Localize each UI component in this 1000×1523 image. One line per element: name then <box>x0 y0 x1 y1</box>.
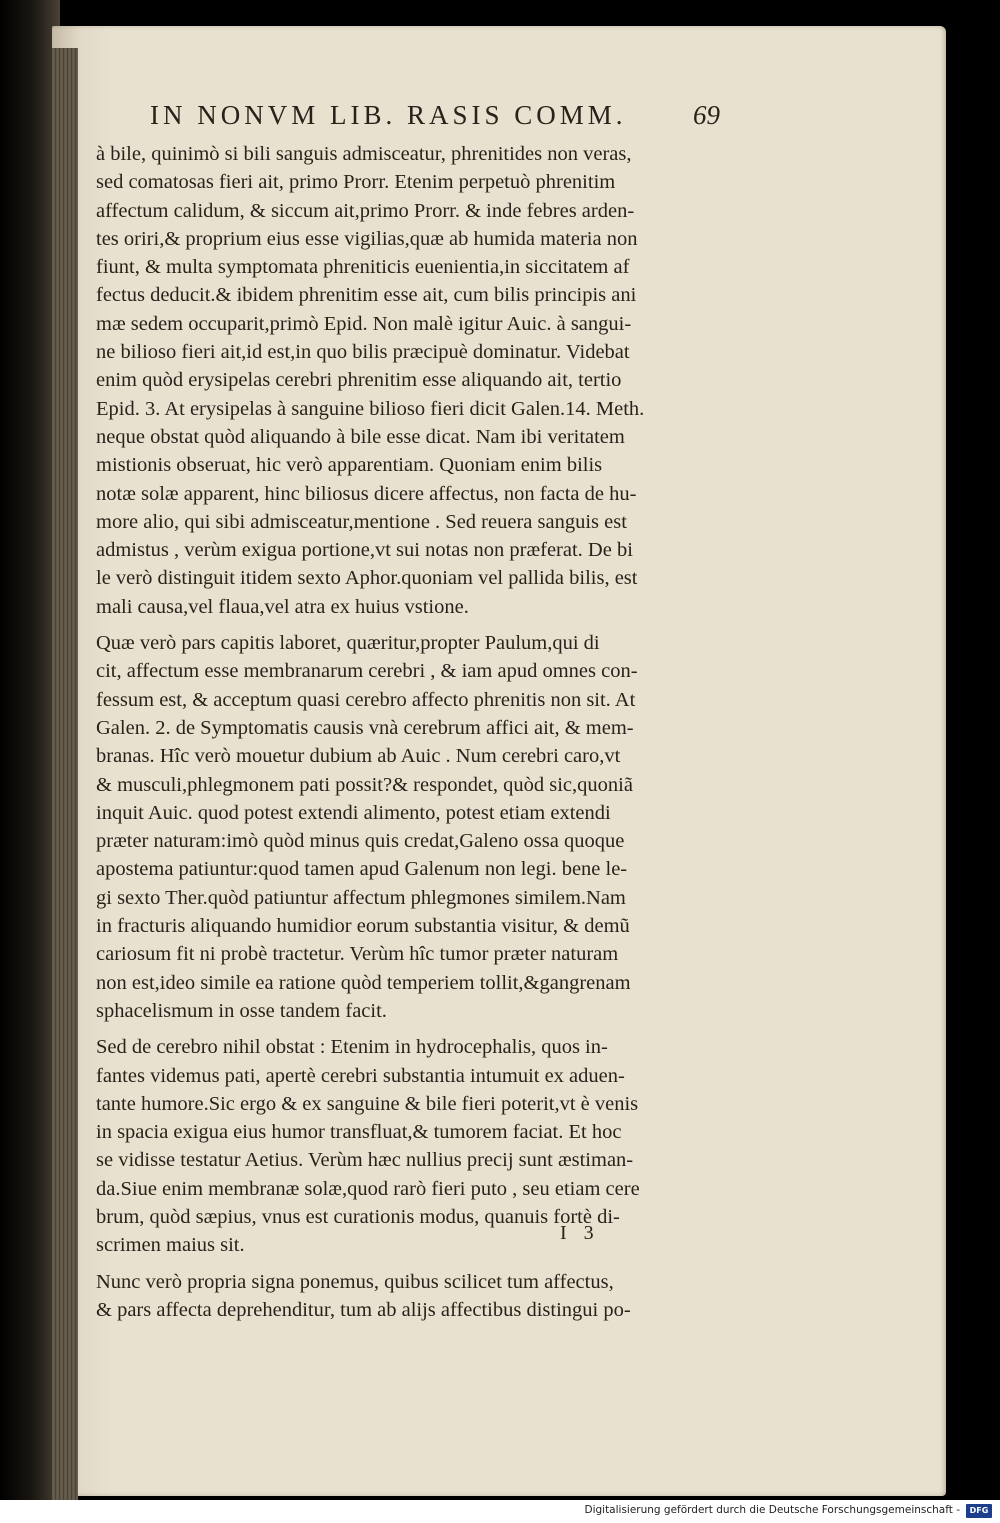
body-text <box>96 140 716 1324</box>
text-line: inquit Auic. quod potest extendi alimento, potest etiam extendi <box>96 801 611 824</box>
page-number: 69 <box>693 100 720 130</box>
text-line: le verò distinguit itidem sexto Aphor.quoniam vel pallida bilis, est <box>96 567 638 590</box>
text-line: neque obstat quòd aliquando à bile esse dicat. Nam ibi veritatem <box>96 425 625 448</box>
text-line: se vidisse testatur Aetius. Verùm hæc nullius precij sunt æstiman- <box>96 1149 634 1172</box>
text-line: sed comatosas fieri ait, primo Prorr. Etenim perpetuò phrenitim <box>96 171 616 194</box>
text-line: more alio, qui sibi admisceatur,mentione . Sed reuera sanguis est <box>96 510 627 533</box>
text-line: fessum est, & acceptum quasi cerebro affecto phrenitis non sit. At <box>96 688 636 711</box>
text-line: enim quòd erysipelas cerebri phrenitim esse aliquando ait, tertio <box>96 369 622 392</box>
text-line: sphacelismum in osse tandem facit. <box>96 999 387 1022</box>
text-line: da.Siue enim membranæ solæ,quod rarò fieri puto , seu etiam cere <box>96 1177 640 1200</box>
digitization-footer <box>0 1500 1000 1523</box>
text-line: Sed de cerebro nihil obstat : Etenim in hydrocephalis, quos in- <box>96 1036 608 1059</box>
text-line: in spacia exigua eius humor transfluat,& tumorem faciat. Et hoc <box>96 1121 622 1144</box>
text-line: scrimen maius sit. <box>96 1234 245 1257</box>
text-line: tes oriri,& proprium eius esse vigilias,quæ ab humida materia non <box>96 227 638 250</box>
book-spine <box>0 0 60 1500</box>
text-line: apostema patiuntur:quod tamen apud Galenum non legi. bene le- <box>96 858 628 881</box>
text-line: Epid. 3. At erysipelas à sanguine bilioso fieri dicit Galen.14. Meth. <box>96 397 645 420</box>
text-line: ne bilioso fieri ait,id est,in quo bilis præcipuè dominatur. Videbat <box>96 341 630 364</box>
text-line: admistus , verùm exigua portione,vt sui notas non præferat. De bi <box>96 539 633 562</box>
dfg-logo[interactable]: DFG <box>966 1504 992 1518</box>
signature-mark: I 3 <box>560 1222 600 1244</box>
text-line: mali causa,vel flaua,vel atra ex huius vstione. <box>96 595 469 618</box>
text-line: & musculi,phlegmonem pati possit?& respondet, quòd sic,quoniã <box>96 773 633 796</box>
text-line: Galen. 2. de Symptomatis causis vnà cerebrum affici ait, & mem- <box>96 716 634 739</box>
paragraph-1 <box>96 140 716 621</box>
text-line: Quæ verò pars capitis laboret, quæritur,propter Paulum,qui di <box>96 632 600 655</box>
paragraph-4 <box>96 1268 716 1325</box>
text-line: mæ sedem occuparit,primò Epid. Non malè igitur Auic. à sangui- <box>96 312 632 335</box>
text-line: brum, quòd sæpius, vnus est curationis modus, quanuis fortè di- <box>96 1205 620 1228</box>
text-line: affectum calidum, & siccum ait,primo Prorr. & inde febres arden- <box>96 199 635 222</box>
text-line: Nunc verò propria signa ponemus, quibus scilicet tum affectus, <box>96 1270 614 1293</box>
text-line: à bile, quinimò si bili sanguis admisceatur, phrenitides non veras, <box>96 143 632 165</box>
text-line: branas. Hîc verò mouetur dubium ab Auic . Num cerebri caro,vt <box>96 745 621 768</box>
running-head <box>150 100 720 131</box>
text-line: mistionis obseruat, hic verò apparentiam. Quoniam enim bilis <box>96 454 603 477</box>
text-line: gi sexto Ther.quòd patiuntur affectum phlegmones similem.Nam <box>96 886 626 909</box>
text-line: fectus deducit.& ibidem phrenitim esse ait, cum bilis principis ani <box>96 284 637 307</box>
text-line: non est,ideo simile ea ratione quòd temperiem tollit,&gangrenam <box>96 971 631 994</box>
text-line: & pars affecta deprehenditur, tum ab alijs affectibus distingui po- <box>96 1298 631 1321</box>
text-line: tante humore.Sic ergo & ex sanguine & bile fieri poterit,vt è venis <box>96 1092 639 1115</box>
text-line: cit, affectum esse membranarum cerebri , & iam apud omnes con- <box>96 660 638 683</box>
page-edge-shadow <box>52 48 78 1508</box>
running-head-title: IN NONVM LIB. RASIS COMM. <box>150 100 627 130</box>
footer-credit: Digitalisierung gefördert durch die Deutsche Forschungsgemeinschaft - <box>584 1504 960 1516</box>
text-line: in fracturis aliquando humidior eorum substantia visitur, & demũ <box>96 915 630 938</box>
paragraph-3 <box>96 1033 716 1259</box>
text-line: cariosum fit ni probè tractetur. Verùm hîc tumor præter naturam <box>96 943 619 966</box>
paragraph-2 <box>96 629 716 1025</box>
text-line: præter naturam:imò quòd minus quis credat,Galeno ossa quoque <box>96 830 625 853</box>
text-line: fiunt, & multa symptomata phreniticis euenientia,in siccitatem af <box>96 256 630 279</box>
text-line: fantes videmus pati, apertè cerebri substantia intumuit ex aduen- <box>96 1064 625 1087</box>
text-line: notæ solæ apparent, hinc biliosus dicere affectus, non facta de hu- <box>96 482 637 505</box>
